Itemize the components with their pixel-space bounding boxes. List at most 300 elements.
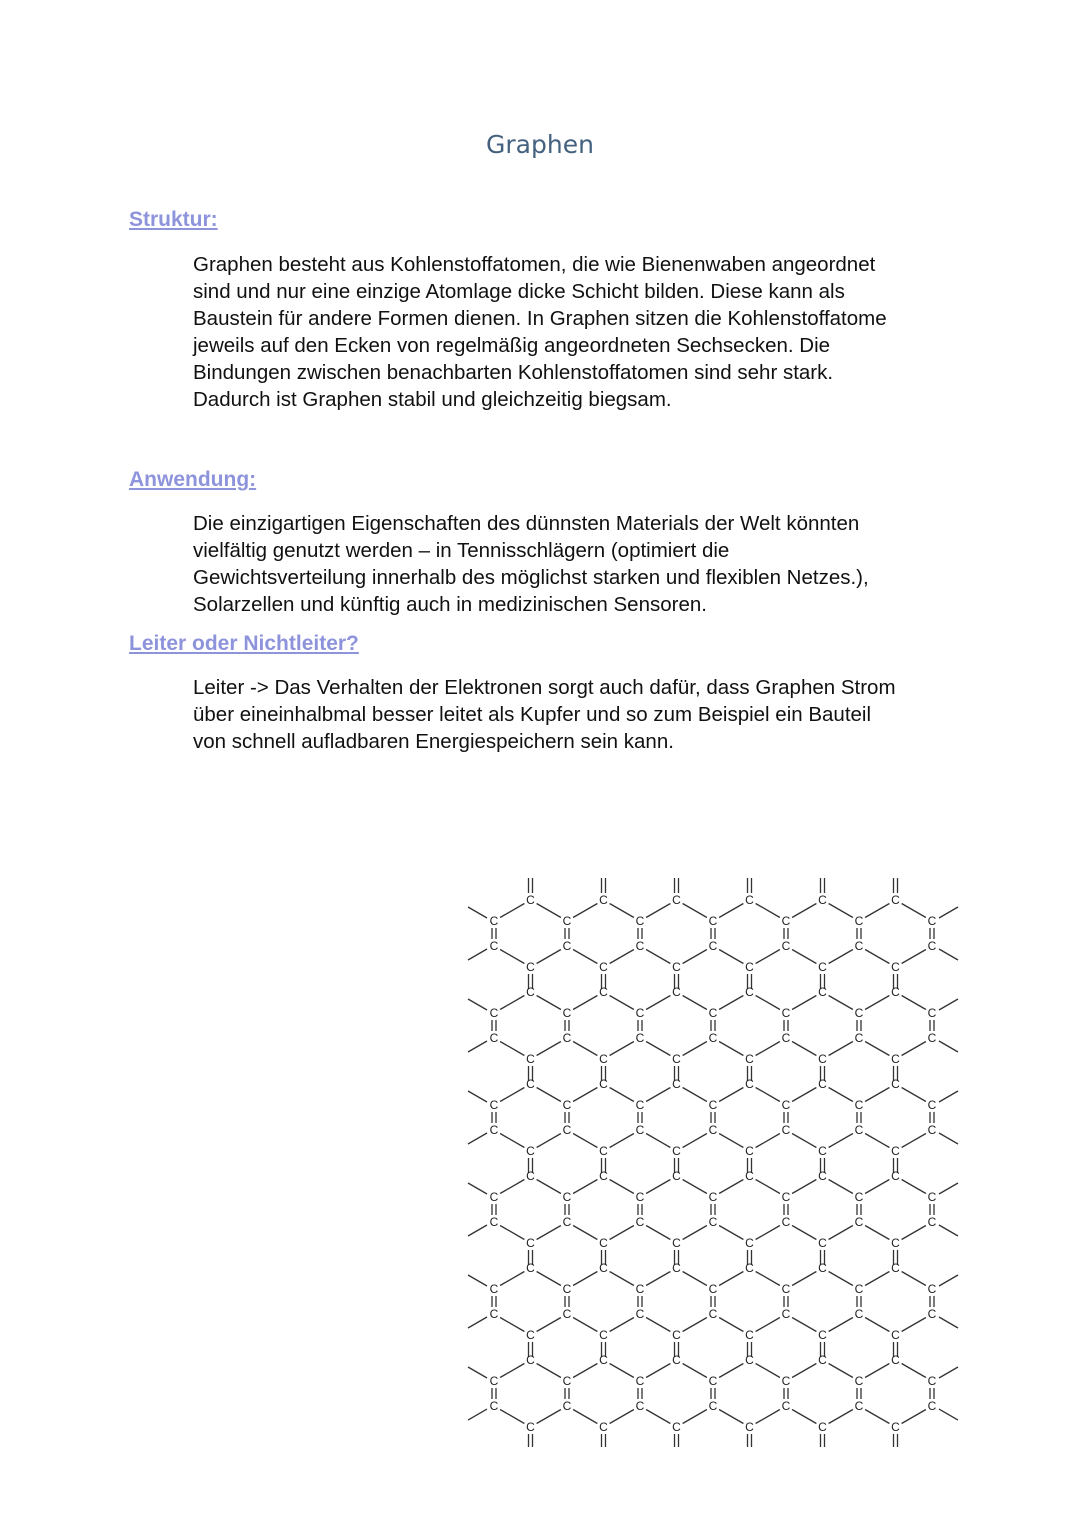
text-line: Die einzigartigen Eigenschaften des dünnsten Materials der Welt könnten bbox=[193, 512, 860, 535]
heading-struktur: Struktur: bbox=[129, 208, 218, 231]
carbon-atom-label: C bbox=[854, 939, 864, 953]
bond-line bbox=[468, 999, 487, 1010]
carbon-atom-label: C bbox=[927, 1374, 937, 1388]
bond-line bbox=[719, 996, 743, 1010]
bond-line bbox=[902, 1042, 926, 1056]
bond-line bbox=[719, 1272, 743, 1286]
carbon-atom-label: C bbox=[781, 1123, 791, 1137]
carbon-atom-label: C bbox=[708, 1399, 718, 1413]
carbon-atom-label: C bbox=[818, 1353, 827, 1367]
bond-line bbox=[829, 1410, 853, 1424]
bond-line bbox=[792, 1226, 816, 1240]
bond-line bbox=[468, 1225, 487, 1236]
carbon-atom-label: C bbox=[672, 1261, 681, 1275]
bond-line bbox=[573, 1410, 597, 1424]
bond-line bbox=[683, 1042, 707, 1056]
carbon-atom-label: C bbox=[708, 914, 718, 928]
bond-line bbox=[646, 1364, 670, 1378]
bond-line bbox=[902, 1364, 926, 1378]
carbon-atom-label: C bbox=[891, 1077, 900, 1091]
bond-line bbox=[500, 904, 524, 918]
carbon-atom-label: C bbox=[526, 1261, 535, 1275]
bond-line bbox=[683, 1226, 707, 1240]
bond-line bbox=[646, 1088, 670, 1102]
carbon-atom-label: C bbox=[927, 1031, 937, 1045]
carbon-atom-label: C bbox=[745, 1353, 754, 1367]
carbon-atom-label: C bbox=[672, 1420, 681, 1434]
carbon-atom-label: C bbox=[891, 1420, 900, 1434]
bond-line bbox=[719, 904, 743, 918]
bond-line bbox=[683, 904, 707, 918]
carbon-atom-label: C bbox=[562, 1215, 572, 1229]
carbon-atom-label: C bbox=[927, 1215, 937, 1229]
text-line: über eineinhalbmal besser leitet als Kupfer und so zum Beispiel ein Bauteil bbox=[193, 703, 872, 726]
bond-line bbox=[756, 1318, 780, 1332]
carbon-atom-label: C bbox=[927, 1282, 937, 1296]
bond-line bbox=[683, 1180, 707, 1194]
bond-line bbox=[468, 907, 487, 918]
carbon-atom-label: C bbox=[818, 893, 827, 907]
bond-line bbox=[500, 1180, 524, 1194]
page-title: Graphen bbox=[486, 130, 594, 159]
bond-line bbox=[829, 1042, 853, 1056]
bond-line bbox=[865, 904, 889, 918]
bond-line bbox=[865, 1272, 889, 1286]
carbon-atom-label: C bbox=[526, 1144, 535, 1158]
bond-line bbox=[500, 1042, 524, 1056]
bond-line bbox=[902, 950, 926, 964]
carbon-atom-label: C bbox=[562, 1006, 572, 1020]
bond-line bbox=[756, 1042, 780, 1056]
carbon-atom-label: C bbox=[854, 1374, 864, 1388]
carbon-atom-label: C bbox=[708, 1031, 718, 1045]
carbon-atom-label: C bbox=[562, 1123, 572, 1137]
bond-line bbox=[792, 1088, 816, 1102]
carbon-atom-label: C bbox=[891, 1353, 900, 1367]
bond-line bbox=[573, 1364, 597, 1378]
bond-line bbox=[756, 1134, 780, 1148]
bond-line bbox=[792, 1042, 816, 1056]
carbon-atom-label: C bbox=[781, 1307, 791, 1321]
bond-line bbox=[865, 1180, 889, 1194]
carbon-atom-label: C bbox=[708, 1307, 718, 1321]
carbon-atom-label: C bbox=[891, 1144, 900, 1158]
bond-line bbox=[573, 1088, 597, 1102]
bond-line bbox=[865, 950, 889, 964]
bond-line bbox=[683, 1318, 707, 1332]
bond-line bbox=[719, 950, 743, 964]
carbon-atom-label: C bbox=[562, 914, 572, 928]
bond-line bbox=[939, 1041, 958, 1052]
bond-line bbox=[537, 1088, 561, 1102]
bond-line bbox=[537, 950, 561, 964]
text-line: sind und nur eine einzige Atomlage dicke Schicht bilden. Diese kann als bbox=[193, 280, 845, 303]
carbon-atom-label: C bbox=[599, 1236, 608, 1250]
carbon-atom-label: C bbox=[745, 985, 754, 999]
bond-line bbox=[719, 1042, 743, 1056]
bond-line bbox=[939, 1275, 958, 1286]
carbon-atom-label: C bbox=[927, 914, 937, 928]
text-line: Dadurch ist Graphen stabil und gleichzeitig biegsam. bbox=[193, 388, 672, 411]
carbon-atom-label: C bbox=[672, 1077, 681, 1091]
bond-line bbox=[573, 1180, 597, 1194]
bond-line bbox=[537, 1042, 561, 1056]
bond-line bbox=[902, 996, 926, 1010]
bond-line bbox=[719, 1364, 743, 1378]
carbon-atom-label: C bbox=[489, 1215, 499, 1229]
bond-line bbox=[792, 1364, 816, 1378]
bond-line bbox=[573, 1318, 597, 1332]
bond-line bbox=[500, 1134, 524, 1148]
carbon-atom-label: C bbox=[927, 1006, 937, 1020]
carbon-atom-label: C bbox=[854, 1098, 864, 1112]
bond-line bbox=[829, 1180, 853, 1194]
bond-line bbox=[646, 1042, 670, 1056]
carbon-atom-label: C bbox=[818, 1169, 827, 1183]
carbon-atom-label: C bbox=[635, 1098, 645, 1112]
bond-line bbox=[468, 1041, 487, 1052]
carbon-atom-label: C bbox=[745, 1144, 754, 1158]
carbon-atom-label: C bbox=[526, 1077, 535, 1091]
bond-line bbox=[500, 1088, 524, 1102]
carbon-atom-label: C bbox=[818, 1052, 827, 1066]
carbon-atom-label: C bbox=[781, 1399, 791, 1413]
heading-anwendung: Anwendung: bbox=[129, 468, 257, 491]
carbon-atom-label: C bbox=[599, 1144, 608, 1158]
bond-line bbox=[865, 1318, 889, 1332]
carbon-atom-label: C bbox=[489, 1399, 499, 1413]
bond-line bbox=[829, 996, 853, 1010]
bond-line bbox=[500, 950, 524, 964]
carbon-atom-label: C bbox=[489, 1307, 499, 1321]
carbon-atom-label: C bbox=[526, 1328, 535, 1342]
carbon-atom-label: C bbox=[781, 1006, 791, 1020]
carbon-atom-label: C bbox=[562, 1190, 572, 1204]
carbon-atom-label: C bbox=[708, 1215, 718, 1229]
bond-line bbox=[939, 949, 958, 960]
carbon-atom-label: C bbox=[854, 1006, 864, 1020]
bond-line bbox=[829, 904, 853, 918]
bond-line bbox=[719, 1226, 743, 1240]
bond-line bbox=[792, 1318, 816, 1332]
carbon-atom-label: C bbox=[891, 985, 900, 999]
carbon-atom-label: C bbox=[745, 1077, 754, 1091]
bond-line bbox=[500, 1364, 524, 1378]
carbon-atom-label: C bbox=[489, 1098, 499, 1112]
bond-line bbox=[537, 1410, 561, 1424]
bond-line bbox=[902, 1180, 926, 1194]
bond-line bbox=[683, 1410, 707, 1424]
bond-line bbox=[865, 1134, 889, 1148]
bond-line bbox=[468, 1367, 487, 1378]
text-line: Solarzellen und künftig auch in medizinischen Sensoren. bbox=[193, 593, 707, 616]
carbon-atom-label: C bbox=[672, 1169, 681, 1183]
carbon-atom-label: C bbox=[635, 1123, 645, 1137]
bond-line bbox=[792, 996, 816, 1010]
bond-line bbox=[683, 1134, 707, 1148]
bond-line bbox=[939, 1225, 958, 1236]
bond-line bbox=[573, 1272, 597, 1286]
carbon-atom-label: C bbox=[927, 1098, 937, 1112]
carbon-atom-label: C bbox=[781, 939, 791, 953]
carbon-atom-label: C bbox=[526, 1353, 535, 1367]
bond-line bbox=[468, 1317, 487, 1328]
carbon-atom-label: C bbox=[708, 1282, 718, 1296]
carbon-atom-label: C bbox=[708, 939, 718, 953]
paragraph-struktur bbox=[193, 251, 953, 413]
carbon-atom-label: C bbox=[635, 1282, 645, 1296]
carbon-atom-label: C bbox=[818, 1328, 827, 1342]
carbon-atom-label: C bbox=[891, 1328, 900, 1342]
bond-line bbox=[902, 1318, 926, 1332]
bond-line bbox=[500, 1410, 524, 1424]
carbon-atom-label: C bbox=[599, 985, 608, 999]
carbon-atom-label: C bbox=[781, 1190, 791, 1204]
bond-line bbox=[829, 1318, 853, 1332]
bond-line bbox=[756, 1088, 780, 1102]
carbon-atom-label: C bbox=[818, 1420, 827, 1434]
bond-line bbox=[719, 1410, 743, 1424]
carbon-atom-label: C bbox=[818, 960, 827, 974]
carbon-atom-label: C bbox=[635, 1031, 645, 1045]
text-line: Graphen besteht aus Kohlenstoffatomen, die wie Bienenwaben angeordnet bbox=[193, 253, 876, 276]
bond-line bbox=[468, 949, 487, 960]
bond-line bbox=[468, 1409, 487, 1420]
bond-line bbox=[610, 1042, 634, 1056]
carbon-atom-label: C bbox=[854, 914, 864, 928]
carbon-atom-label: C bbox=[745, 1052, 754, 1066]
carbon-atom-label: C bbox=[562, 939, 572, 953]
bond-line bbox=[646, 904, 670, 918]
carbon-atom-label: C bbox=[635, 914, 645, 928]
carbon-atom-label: C bbox=[781, 1282, 791, 1296]
bond-line bbox=[939, 1183, 958, 1194]
carbon-atom-label: C bbox=[562, 1399, 572, 1413]
carbon-atom-label: C bbox=[818, 1077, 827, 1091]
carbon-atom-label: C bbox=[635, 1215, 645, 1229]
bond-line bbox=[468, 1275, 487, 1286]
paragraph-anwendung bbox=[193, 510, 953, 618]
bond-line bbox=[719, 1318, 743, 1332]
text-line: von schnell aufladbaren Energiespeichern sein kann. bbox=[193, 730, 674, 753]
carbon-atom-label: C bbox=[672, 960, 681, 974]
carbon-atom-label: C bbox=[599, 1077, 608, 1091]
carbon-atom-label: C bbox=[526, 985, 535, 999]
bond-line bbox=[829, 1088, 853, 1102]
bond-line bbox=[646, 1180, 670, 1194]
bond-line bbox=[573, 1226, 597, 1240]
carbon-atom-label: C bbox=[562, 1282, 572, 1296]
carbon-atom-label: C bbox=[635, 1006, 645, 1020]
carbon-atom-label: C bbox=[562, 1098, 572, 1112]
bond-line bbox=[792, 950, 816, 964]
carbon-atom-label: C bbox=[818, 1261, 827, 1275]
bond-line bbox=[573, 996, 597, 1010]
bond-line bbox=[829, 1364, 853, 1378]
carbon-atom-label: C bbox=[489, 1374, 499, 1388]
carbon-atom-label: C bbox=[526, 1052, 535, 1066]
carbon-atom-label: C bbox=[672, 1328, 681, 1342]
bond-line bbox=[939, 999, 958, 1010]
carbon-atom-label: C bbox=[672, 1236, 681, 1250]
text-line: Baustein für andere Formen dienen. In Graphen sitzen die Kohlenstoffatome bbox=[193, 307, 887, 330]
carbon-atom-label: C bbox=[927, 1307, 937, 1321]
carbon-atom-label: C bbox=[526, 1236, 535, 1250]
carbon-atom-label: C bbox=[708, 1123, 718, 1137]
text-line: Leiter -> Das Verhalten der Elektronen sorgt auch dafür, dass Graphen Strom bbox=[193, 676, 896, 699]
bond-line bbox=[610, 1134, 634, 1148]
carbon-atom-label: C bbox=[599, 1353, 608, 1367]
bond-line bbox=[865, 1226, 889, 1240]
carbon-atom-label: C bbox=[781, 1098, 791, 1112]
bond-line bbox=[610, 1180, 634, 1194]
bond-line bbox=[646, 1272, 670, 1286]
carbon-atom-label: C bbox=[891, 1236, 900, 1250]
carbon-atom-label: C bbox=[489, 914, 499, 928]
graphene-structure-diagram bbox=[455, 870, 937, 1434]
bond-line bbox=[792, 1180, 816, 1194]
carbon-atom-label: C bbox=[818, 1144, 827, 1158]
bond-line bbox=[829, 950, 853, 964]
carbon-atom-label: C bbox=[489, 1031, 499, 1045]
carbon-atom-label: C bbox=[489, 1190, 499, 1204]
bond-line bbox=[610, 1364, 634, 1378]
bond-line bbox=[537, 1180, 561, 1194]
bond-line bbox=[865, 996, 889, 1010]
carbon-atom-label: C bbox=[891, 1261, 900, 1275]
carbon-atom-label: C bbox=[635, 1374, 645, 1388]
carbon-atom-label: C bbox=[599, 893, 608, 907]
bond-line bbox=[646, 996, 670, 1010]
bond-line bbox=[500, 1272, 524, 1286]
bond-line bbox=[939, 1367, 958, 1378]
carbon-atom-label: C bbox=[635, 1190, 645, 1204]
bond-line bbox=[610, 1318, 634, 1332]
carbon-atom-label: C bbox=[927, 1123, 937, 1137]
carbon-atom-label: C bbox=[745, 1261, 754, 1275]
text-line: jeweils auf den Ecken von regelmäßig angeordneten Sechsecken. Die bbox=[193, 334, 831, 357]
bond-line bbox=[573, 950, 597, 964]
bond-line bbox=[902, 1272, 926, 1286]
carbon-atom-label: C bbox=[672, 985, 681, 999]
bond-line bbox=[537, 996, 561, 1010]
carbon-atom-label: C bbox=[635, 1399, 645, 1413]
bond-line bbox=[646, 1318, 670, 1332]
carbon-atom-label: C bbox=[672, 1052, 681, 1066]
carbon-atom-label: C bbox=[854, 1123, 864, 1137]
bond-line bbox=[537, 1272, 561, 1286]
carbon-atom-label: C bbox=[854, 1031, 864, 1045]
carbon-atom-label: C bbox=[489, 1006, 499, 1020]
bond-line bbox=[865, 1042, 889, 1056]
carbon-atom-label: C bbox=[489, 1282, 499, 1296]
carbon-atom-label: C bbox=[635, 1307, 645, 1321]
bond-line bbox=[537, 1134, 561, 1148]
bond-line bbox=[719, 1180, 743, 1194]
carbon-atom-label: C bbox=[708, 1190, 718, 1204]
bond-line bbox=[902, 1226, 926, 1240]
carbon-atom-label: C bbox=[708, 1098, 718, 1112]
bond-line bbox=[468, 1133, 487, 1144]
bond-line bbox=[939, 1133, 958, 1144]
bond-line bbox=[756, 1272, 780, 1286]
bond-line bbox=[792, 1410, 816, 1424]
carbon-atom-label: C bbox=[891, 1052, 900, 1066]
bond-line bbox=[939, 1317, 958, 1328]
bond-line bbox=[829, 1272, 853, 1286]
carbon-atom-label: C bbox=[489, 939, 499, 953]
carbon-atom-label: C bbox=[781, 914, 791, 928]
bond-line bbox=[537, 1226, 561, 1240]
bond-line bbox=[573, 1134, 597, 1148]
carbon-atom-label: C bbox=[854, 1282, 864, 1296]
carbon-atom-label: C bbox=[599, 1052, 608, 1066]
carbon-atom-label: C bbox=[599, 1328, 608, 1342]
bond-line bbox=[610, 996, 634, 1010]
carbon-atom-label: C bbox=[599, 1420, 608, 1434]
carbon-atom-label: C bbox=[891, 893, 900, 907]
bond-line bbox=[902, 1088, 926, 1102]
carbon-atom-label: C bbox=[927, 1399, 937, 1413]
carbon-atom-label: C bbox=[672, 1353, 681, 1367]
bond-line bbox=[573, 1042, 597, 1056]
carbon-atom-label: C bbox=[562, 1031, 572, 1045]
carbon-atom-label: C bbox=[672, 893, 681, 907]
carbon-atom-label: C bbox=[745, 1420, 754, 1434]
bond-line bbox=[792, 1134, 816, 1148]
carbon-atom-label: C bbox=[891, 1169, 900, 1183]
carbon-atom-label: C bbox=[781, 1215, 791, 1229]
bond-line bbox=[610, 1410, 634, 1424]
bond-line bbox=[756, 950, 780, 964]
carbon-atom-label: C bbox=[745, 1328, 754, 1342]
bond-line bbox=[756, 1226, 780, 1240]
bond-line bbox=[610, 950, 634, 964]
bond-line bbox=[500, 996, 524, 1010]
bond-line bbox=[610, 1088, 634, 1102]
bond-line bbox=[756, 1180, 780, 1194]
bond-line bbox=[939, 907, 958, 918]
bond-line bbox=[537, 904, 561, 918]
carbon-atom-label: C bbox=[708, 1374, 718, 1388]
bond-line bbox=[683, 950, 707, 964]
bond-line bbox=[573, 904, 597, 918]
carbon-atom-label: C bbox=[891, 960, 900, 974]
carbon-atom-label: C bbox=[854, 1399, 864, 1413]
carbon-atom-label: C bbox=[526, 960, 535, 974]
text-line: Bindungen zwischen benachbarten Kohlenstoffatomen sind sehr stark. bbox=[193, 361, 834, 384]
carbon-atom-label: C bbox=[562, 1307, 572, 1321]
carbon-atom-label: C bbox=[526, 893, 535, 907]
carbon-atom-label: C bbox=[562, 1374, 572, 1388]
carbon-atom-label: C bbox=[927, 939, 937, 953]
bond-line bbox=[468, 1091, 487, 1102]
bond-line bbox=[683, 1364, 707, 1378]
carbon-atom-label: C bbox=[745, 1169, 754, 1183]
bond-line bbox=[683, 1272, 707, 1286]
carbon-atom-label: C bbox=[927, 1190, 937, 1204]
bond-line bbox=[683, 1088, 707, 1102]
carbon-atom-label: C bbox=[781, 1374, 791, 1388]
bond-line bbox=[902, 1410, 926, 1424]
text-line: Gewichtsverteilung innerhalb des möglichst starken und flexiblen Netzes.), bbox=[193, 566, 869, 589]
bond-line bbox=[865, 1364, 889, 1378]
carbon-atom-label: C bbox=[526, 1420, 535, 1434]
bond-line bbox=[537, 1364, 561, 1378]
carbon-atom-label: C bbox=[708, 1006, 718, 1020]
bond-line bbox=[646, 1134, 670, 1148]
bond-line bbox=[646, 950, 670, 964]
